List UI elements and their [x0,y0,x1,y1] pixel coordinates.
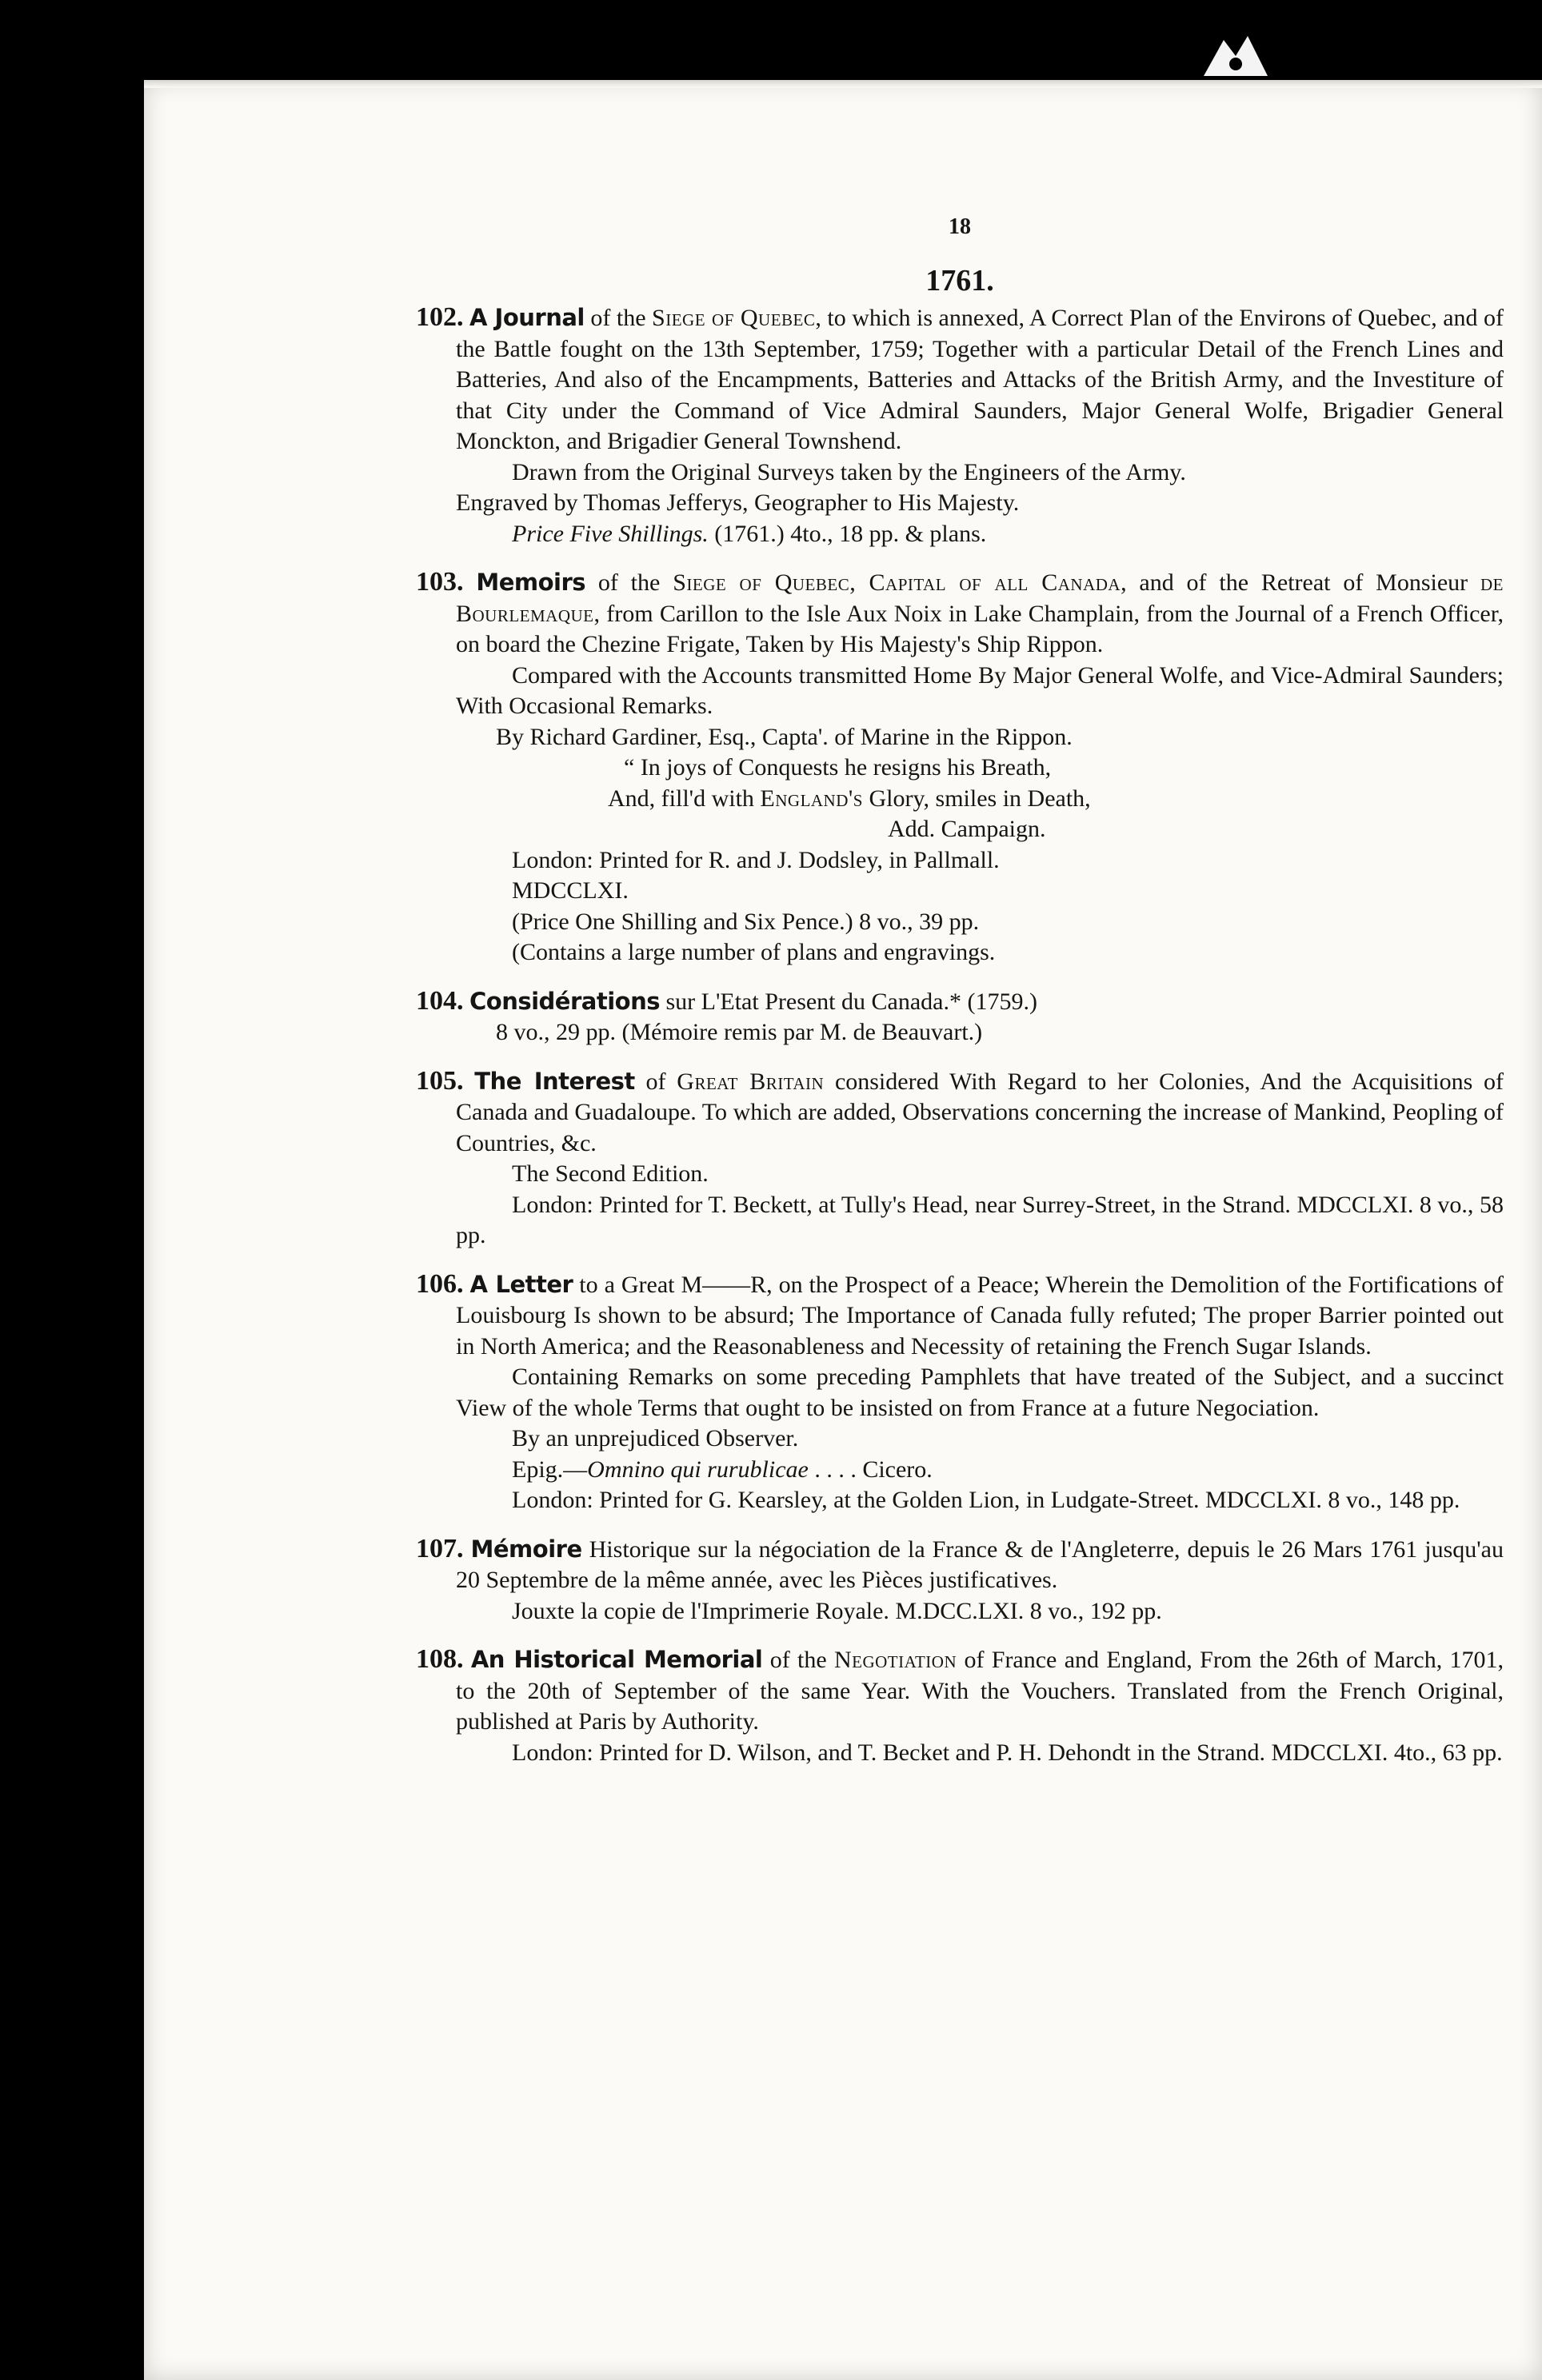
document-page [144,80,1542,2380]
entry-103 [416,567,1504,968]
entry-text: to a Great M——R, on the Prospect of a Peace; Wherein the Demolition of the Fortifications of Louisbourg Is shown to be absurd; The Importance of Canada fully refuted; The proper Barrier pointed out in North America; and the Reasonableness and Necessity of retaining the French Sugar Islands. [456,1271,1504,1360]
epigraph-line-1: “ In joys of Conquests he resigns his Breath, [624,754,1052,781]
entry-text: of the [584,305,653,331]
entry-text: , to which is annexed, A Correct Plan of the Environs of Quebec, and of the Battle fought on the 13th September, 1759; Together with a particular Detail of the French Lines and Batteries, And also of the Encampments, Batteries and Attacks of the British Army, and the Investiture of that City under the Command of Vice Admiral Saunders, Major General Wolfe, Brigadier General Monckton, and Brigadier General Townshend. [456,305,1504,454]
entry-lead-title: An Historical Memorial [470,1646,763,1673]
entry-details: 8 vo., 29 pp. (Mémoire remis par M. de Beauvart.) [496,1019,983,1045]
entry-text: , from Carillon to the Isle Aux Noix in Lake Champlain, from the Journal of a French Officer, on board the Chezine Frigate, Taken by His Majesty's Ship Rippon. [456,600,1504,657]
entry-text: , and of the Retreat of Monsieur [1121,569,1480,596]
epigraph-prefix: Epig.— [512,1456,588,1483]
entry-text-smallcaps: Negotiation [833,1647,957,1673]
entry-lead-title: Considérations [469,987,660,1015]
entry-containing: Containing Remarks on some preceding Pamphlets that have treated of the Subject, and a succinct View of the whole Terms that ought to be insisted on from France at a future Negociation. [456,1364,1504,1421]
entry-102 [416,302,1504,549]
year-heading: 1761. [925,263,994,298]
entry-lead-title: A Letter [469,1270,573,1298]
entry-text-smallcaps: Siege of Quebec [652,305,816,331]
entry-compared: Compared with the Accounts transmitted Home By Major General Wolfe, and Vice-Admiral Saunders; With Occasional Remarks. [456,661,1504,719]
entry-note: (Contains a large number of plans and engravings. [512,939,996,965]
entry-body [416,302,1504,457]
entry-imprint: London: Printed for G. Kearsley, at the Golden Lion, in Ludgate-Street. MDCCLXI. 8 vo., 148 pp. [512,1487,1460,1513]
entry-108 [416,1644,1504,1768]
entry-text-smallcaps: de Bourlemaque [456,569,1504,627]
epigraph-attribution: Add. Campaign. [888,816,1046,842]
entry-lead-title: A Journal [469,304,585,331]
entry-text: of the [762,1647,834,1673]
epigraph-text: And, fill'd with [608,785,761,812]
price-details: (1761.) 4to., 18 pp. & plans. [708,520,987,547]
entry-body [416,1066,1504,1160]
library-stamp-mark [1200,32,1272,80]
entry-number: 108. [416,1644,464,1674]
entry-price: (Price One Shilling and Six Pence.) 8 vo., 39 pp. [512,908,980,935]
entry-body [416,567,1504,661]
page-number: 18 [949,214,971,239]
entry-number: 105. [416,1065,464,1096]
entry-lead-title: Memoirs [476,569,586,596]
entry-106 [416,1269,1504,1516]
entry-body [416,1534,1504,1596]
epigraph-line-2 [416,784,1504,815]
entry-drawn: Drawn from the Original Surveys taken by the Engineers of the Army. [512,458,1186,485]
entry-price [416,519,1504,550]
entry-epigraph [416,1455,1504,1486]
entry-imprint: London: Printed for T. Beckett, at Tully's Head, near Surrey-Street, in the Strand. MDCCLXI. 8 vo., 58 pp. [456,1191,1504,1248]
entry-author: By an unprejudiced Observer. [512,1425,799,1452]
entry-author: By Richard Gardiner, Esq., Capta'. of Marine in the Rippon. [496,723,1073,750]
entry-lead-title: The Interest [474,1067,635,1095]
epigraph-smallcaps: England's [760,785,863,812]
entry-number: 107. [416,1533,464,1563]
epigraph-attribution: . . . . Cicero. [808,1456,933,1483]
entry-edition: The Second Edition. [512,1160,709,1187]
entry-body [416,986,1504,1018]
entry-body [416,1644,1504,1738]
entry-lead-title: Mémoire [470,1535,582,1563]
price-italic: Price Five Shillings. [512,520,709,547]
entry-engraved: Engraved by Thomas Jefferys, Geographer to His Majesty. [456,489,1020,516]
entry-imprint: Jouxte la copie de l'Imprimerie Royale. M.DCC.LXI. 8 vo., 192 pp. [512,1597,1162,1624]
epigraph-text: Glory, smiles in Death, [862,785,1091,812]
entry-105 [416,1066,1504,1252]
page-content [416,212,1504,1786]
entry-text: of the [585,569,673,596]
entry-text-smallcaps: Great Britain [677,1068,825,1095]
entry-number: 102. [416,302,464,332]
entry-imprint: London: Printed for R. and J. Dodsley, in Pallmall. [512,846,1000,873]
entry-date: MDCCLXI. [512,877,629,904]
entry-104 [416,986,1504,1048]
entry-text: of [634,1068,677,1095]
entry-107 [416,1534,1504,1627]
page-edge [144,80,1542,88]
entry-text: sur L'Etat Present du Canada.* (1759.) [660,988,1037,1015]
entry-body [416,1269,1504,1363]
entry-number: 103. [416,567,464,597]
entry-number: 106. [416,1268,464,1299]
entry-imprint: London: Printed for D. Wilson, and T. Becket and P. H. Dehondt in the Strand. MDCCLXI. 4to., 63 pp. [512,1739,1503,1766]
epigraph-italic: Omnino qui rurublicae [587,1456,809,1483]
entry-text: considered With Regard to her Colonies, And the Acquisitions of Canada and Guadaloupe. To which are added, Observations concerning the increase of Mankind, Peopling of Countries, &c. [456,1068,1504,1156]
entry-text-smallcaps: Siege of Quebec, Capital of all Canada [673,569,1121,596]
entry-text: of France and England, From the 26th of March, 1701, to the 20th of September of the same Year. With the Vouchers. Translated from the French Original, published at Paris by Authority. [456,1647,1504,1735]
entry-text: Historique sur la négociation de la France & de l'Angleterre, depuis le 26 Mars 1761 jusqu'au 20 Septembre de la même année, avec les Pièces justificatives. [456,1535,1504,1593]
entry-number: 104. [416,985,464,1016]
